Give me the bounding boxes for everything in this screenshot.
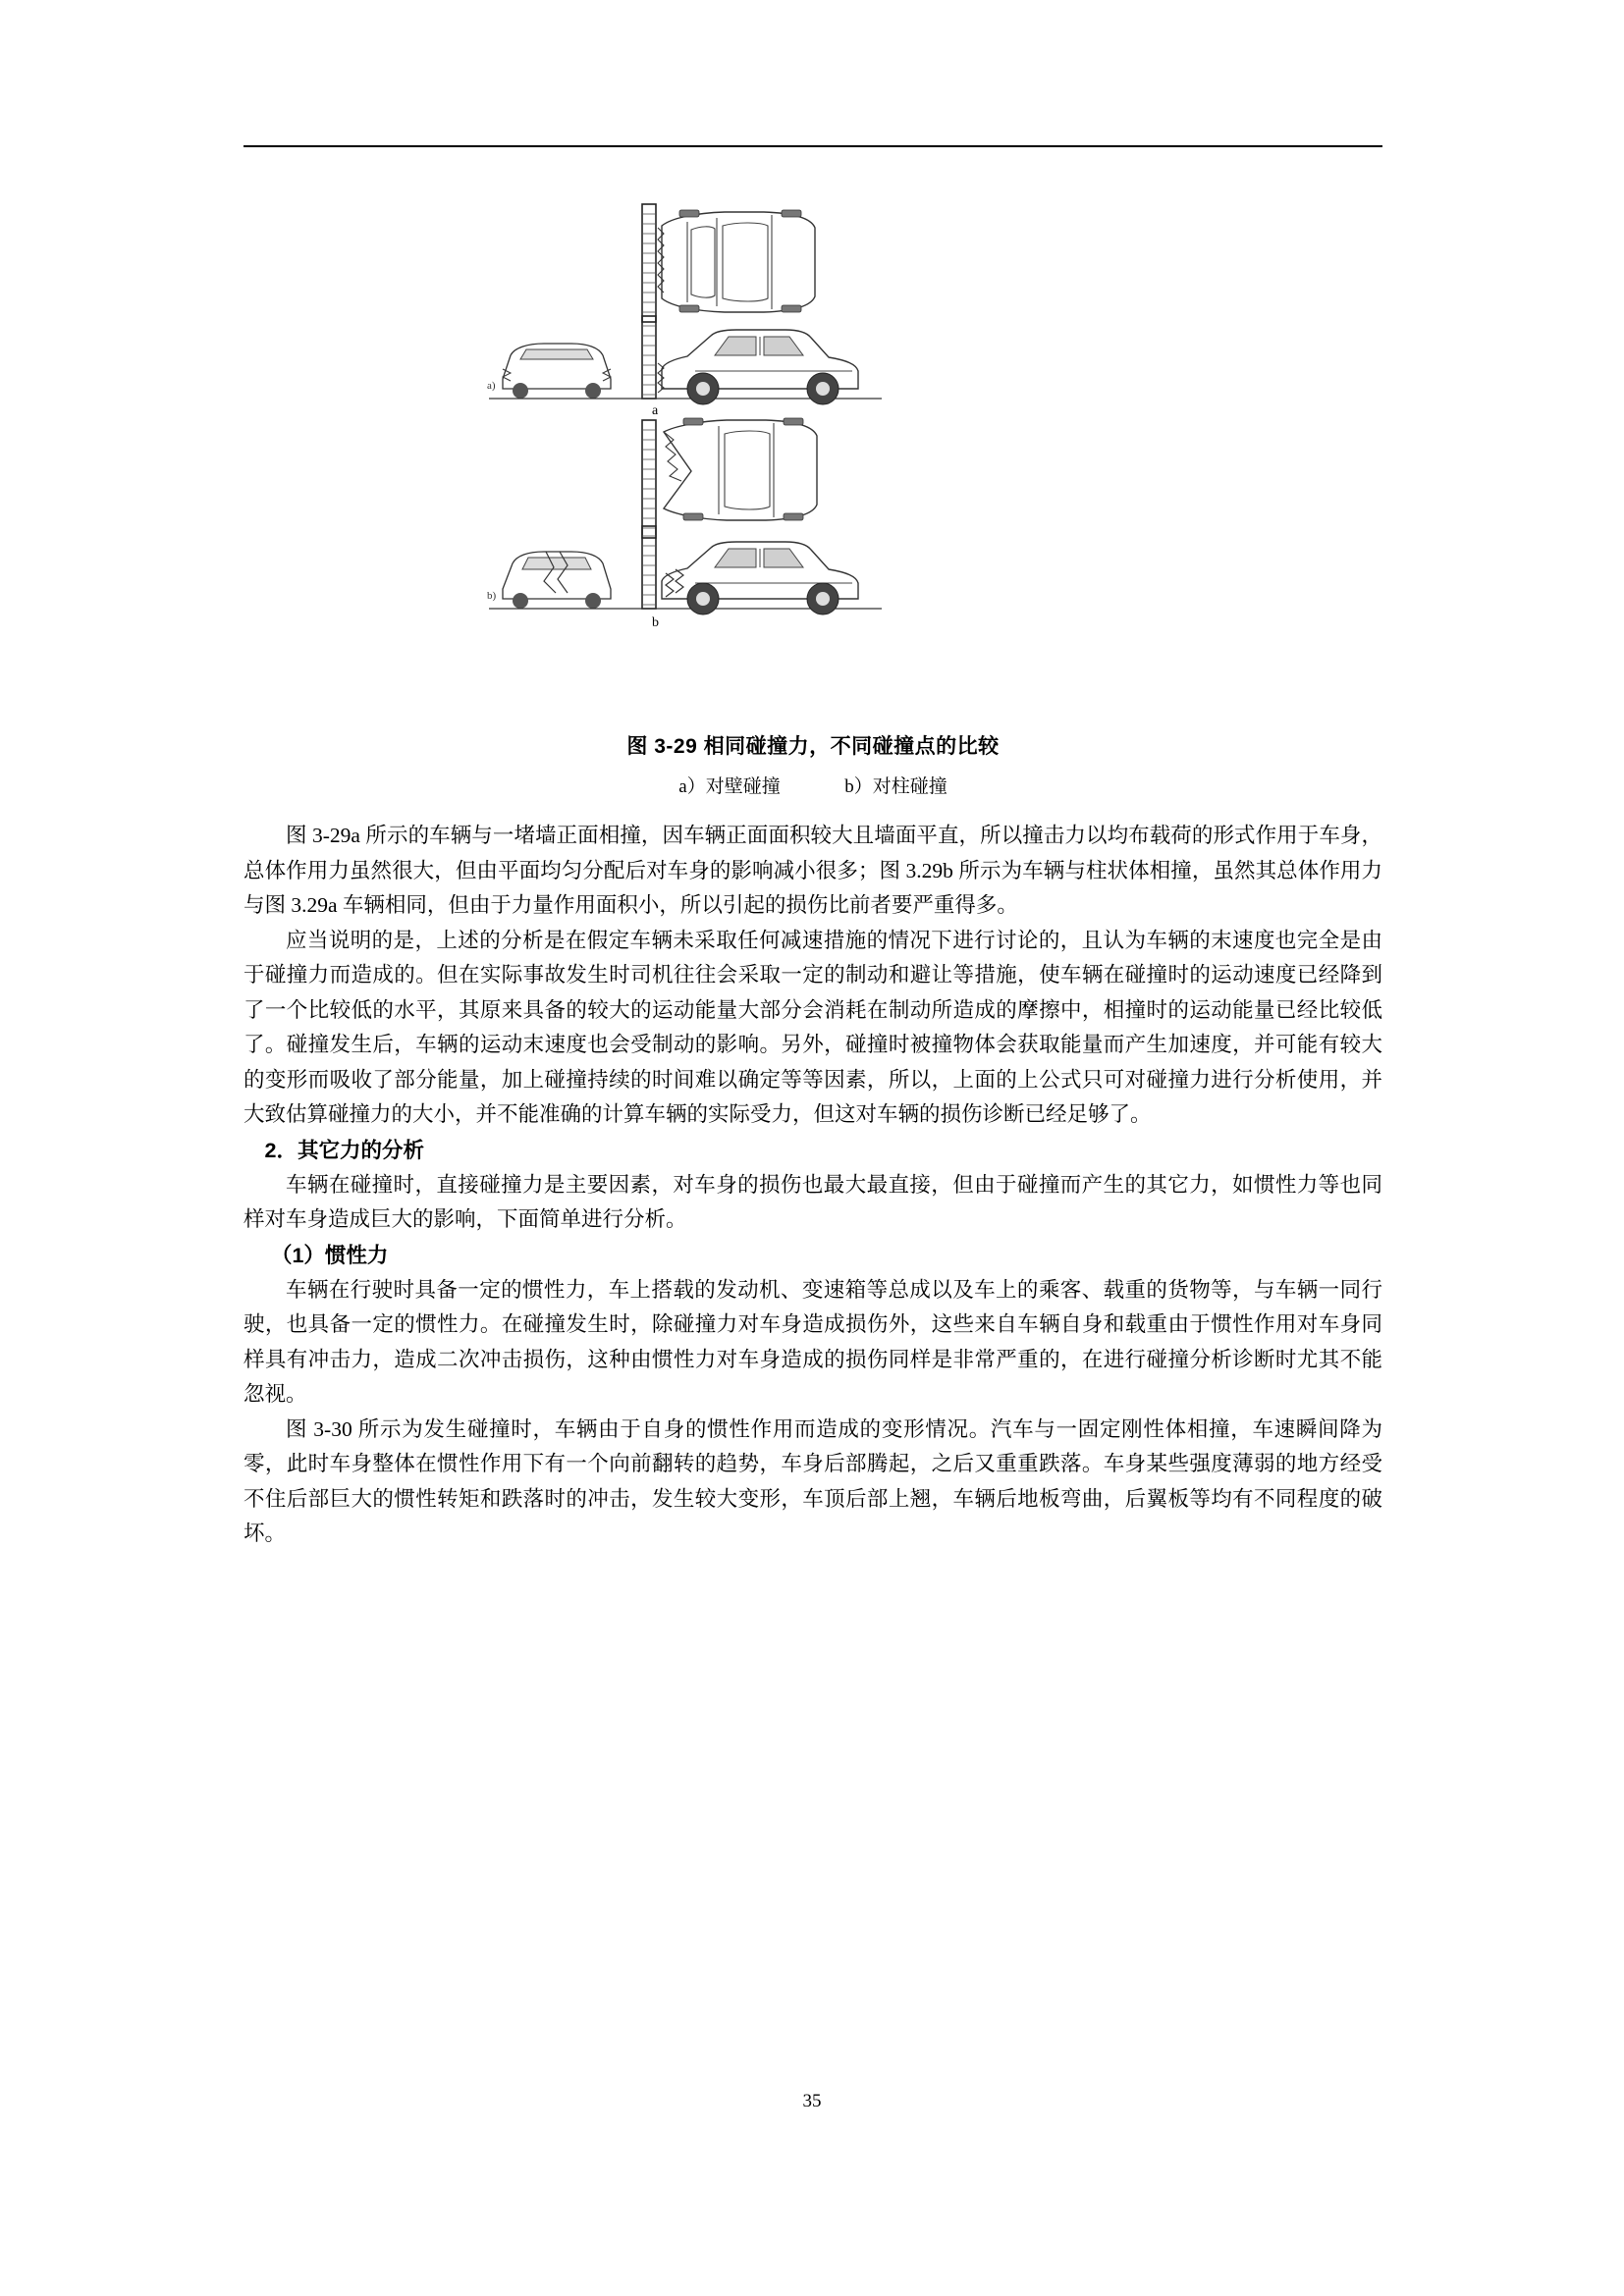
svg-text:b): b) <box>487 590 497 602</box>
paragraph-1: 图 3-29a 所示的车辆与一堵墙正面相撞，因车辆正面面积较大且墙面平直，所以撞击力以均布载荷的形式作用于车身，总体作用力虽然很大，但由平面均匀分配后对车身的影响减小很多；图 3.29b 所示为车辆与柱状体相撞，虽然其总体作用力与图 3.29a 车辆相同，但由于力量作用面积小，所以引起的损伤比前者要严重得多。 <box>244 824 1382 917</box>
page-content <box>244 196 1382 1552</box>
paragraph-2: 应当说明的是，上述的分析是在假定车辆未采取任何减速措施的情况下进行讨论的，且认为车辆的末速度也完全是由于碰撞力而造成的。但在实际事故发生时司机往往会采取一定的制动和避让等措施，使车辆在碰撞时的运动速度已经降到了一个比较低的水平，其原来具备的较大的运动能量大部分会消耗在制动所造成的摩擦中，相撞时的运动能量已经比较低了。碰撞发生后，车辆的运动末速度也会受制动的影响。另外，碰撞时被撞物体会获取能量而产生加速度，并可能有较大的变形而吸收了部分能量，加上碰撞持续的时间难以确定等等因素，所以，上面的上公式只可对碰撞力进行分析使用，并大致估算碰撞力的大小，并不能准确的计算车辆的实际受力，但这对车辆的损伤诊断已经足够了。 <box>244 928 1382 1126</box>
paragraph-5: 图 3-30 所示为发生碰撞时，车辆由于自身的惯性作用而造成的变形情况。汽车与一固定刚性体相撞，车速瞬间降为零，此时车身整体在惯性作用下有一个向前翻转的趋势，车身后部腾起，之后又重重跌落。车身某些强度薄弱的地方经受不住后部巨大的惯性转矩和跌落时的冲击，发生较大变形，车顶后部上翘，车辆后地板弯曲，后翼板等均有不同程度的破坏。 <box>244 1416 1382 1545</box>
paragraph-3: 车辆在碰撞时，直接碰撞力是主要因素，对车身的损伤也最大最直接，但由于碰撞而产生的其它力，如惯性力等也同样对车身造成巨大的影响，下面简单进行分析。 <box>244 1172 1382 1231</box>
figure-3-29 <box>244 196 1382 797</box>
paragraph-4: 车辆在行驶时具备一定的惯性力，车上搭载的发动机、变速箱等总成以及车上的乘客、载重的货物等，与车辆一同行驶，也具备一定的惯性力。在碰撞发生时，除碰撞力对车身造成损伤外，这些来自车辆自身和载重由于惯性作用对车身同样具有冲击力，造成二次冲击损伤，这种由惯性力对车身造成的损伤同样是非常严重的，在进行碰撞分析诊断时尤其不能忽视。 <box>244 1277 1382 1406</box>
heading-other-forces: 2．其它力的分析 <box>264 1138 424 1162</box>
svg-text:a): a) <box>487 380 496 392</box>
figure-subcaption <box>244 772 1382 798</box>
header-rule <box>244 145 1382 147</box>
page-number: 35 <box>802 2091 822 2111</box>
figure-subcaption-a: a）对壁碰撞 <box>678 776 781 797</box>
body-text <box>244 819 1382 1552</box>
svg-text:b: b <box>652 615 659 630</box>
svg-text:a: a <box>652 403 659 418</box>
figure-caption: 图 3-29 相同碰撞力，不同碰撞点的比较 <box>626 735 1000 758</box>
figure-illustration <box>469 196 1157 726</box>
subheading-inertial-force: （1）惯性力 <box>270 1243 389 1267</box>
figure-subcaption-b: b）对柱碰撞 <box>844 776 947 797</box>
